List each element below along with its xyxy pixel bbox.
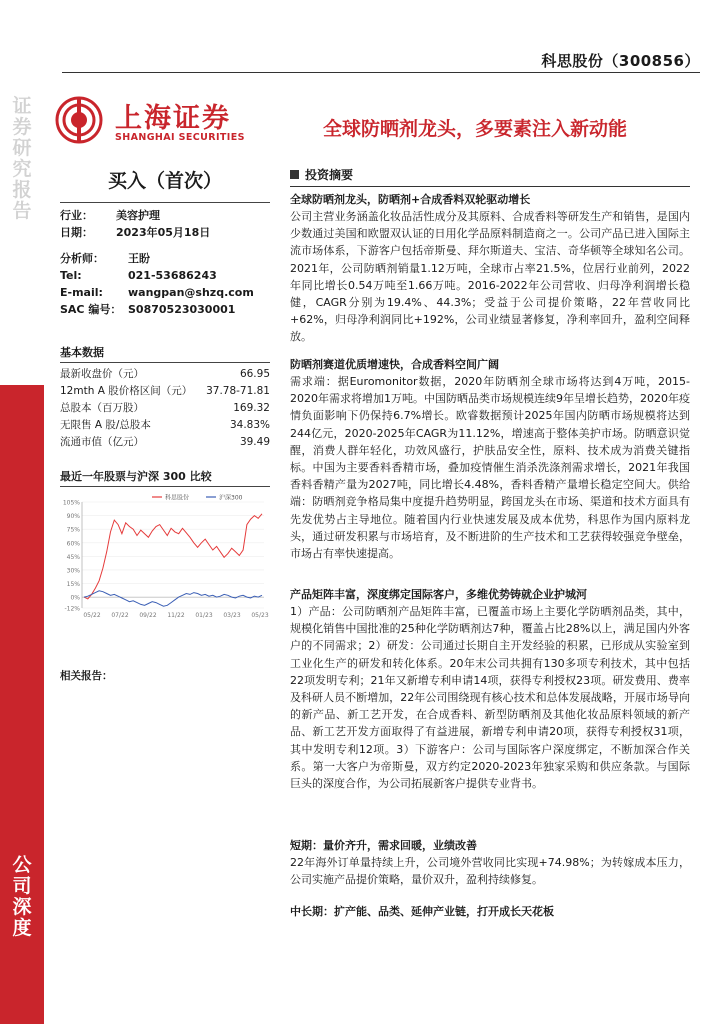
chart-legend-label: 科思股份 xyxy=(165,494,190,502)
chart-y-tick-label: 90% xyxy=(66,513,80,521)
info-row-date xyxy=(60,224,270,241)
analyst-row-name xyxy=(60,250,270,267)
section-head: 中长期：扩产能、品类、延伸产业链，打开成长天花板 xyxy=(290,905,554,918)
info-value: 美容护理 xyxy=(116,209,160,222)
analyst-value: S0870523030001 xyxy=(128,303,236,316)
chart-svg xyxy=(60,490,272,630)
sidebar-label-research-report: 证券研究报告 xyxy=(12,95,32,222)
section-1 xyxy=(290,192,690,346)
chart-x-tick-label: 01/23 xyxy=(195,612,213,619)
analyst-row-sac xyxy=(60,301,270,318)
analyst-key: Tel: xyxy=(60,269,82,282)
basic-data-value: 39.49 xyxy=(239,436,270,448)
basic-data-value: 169.32 xyxy=(233,402,270,414)
chart-title-block xyxy=(60,468,270,487)
basic-data-row xyxy=(60,366,270,383)
section-body: 需求端：据Euromonitor数据，2020年防晒剂全球市场将达到4万吨，2015-2020年需求将增加1万吨。中国防晒品类市场规模连续9年呈增长趋势，2020年疫情负面影响下仍保持6.7%增长。欧睿数据预计2025年国内防晒市场规模将达到244亿元，2020-2025年CAGR为11.12%，增速高于整体美护市场。防晒意识觉醒，消费人群年轻化，功效风盛行，护肤品安全性，原料、技术成为消费关键指标。中国为主要香料香精市场，叠加疫情催生消杀洗涤剂需求增长，2021年我国香料香精产量为2027吨，同比增长4.48%，香料香精产量增长稳定空间大。供给端：防晒剂竞争格局集中度提升趋势明显，跨国龙头在市场、渠道和技术方面具有先发优势占主导地位。随着国内行业快速发展及成本优势，科思作为国内原料龙头，通过研发积累与市场培育，及不断进阶的生产技术和工艺获得较强竞争壁垒，市场占有率快速提高。 xyxy=(290,375,690,561)
chart-y-tick-label: 30% xyxy=(66,567,80,575)
sidebar-red-strip xyxy=(0,385,44,1024)
section-2 xyxy=(290,357,690,562)
summary-title: 投资摘要 xyxy=(305,168,354,182)
analyst-row-email xyxy=(60,284,270,301)
analyst-value: 王盼 xyxy=(128,252,150,265)
stock-comparison-chart xyxy=(60,490,272,630)
basic-data-value: 66.95 xyxy=(239,368,270,380)
analyst-row-tel xyxy=(60,267,270,284)
header-divider xyxy=(62,72,700,73)
chart-y-tick-label: 0% xyxy=(70,594,80,602)
section-4 xyxy=(290,838,690,888)
basic-data-row xyxy=(60,383,270,400)
analyst-key: 分析师： xyxy=(60,252,104,265)
section-body: 22年海外订单量持续上升，公司境外营收同比实现+74.98%；为转嫁成本压力，公司实施产品提价策略，量价双升，盈利持续修复。 xyxy=(290,856,690,887)
basic-data-row xyxy=(60,400,270,417)
summary-header xyxy=(290,166,690,187)
section-head: 全球防晒剂龙头，防晒剂+合成香料双轮驱动增长 xyxy=(290,193,531,206)
broker-logo xyxy=(55,96,255,152)
logo-mark-icon xyxy=(55,96,103,144)
chart-title: 最近一年股票与沪深 300 比较 xyxy=(60,468,270,487)
basic-data-block xyxy=(60,344,270,451)
info-key: 日期： xyxy=(60,226,93,239)
chart-x-tick-label: 05/23 xyxy=(251,612,269,619)
related-reports-label: 相关报告： xyxy=(60,670,113,682)
section-head: 短期：量价齐升，需求回暖，业绩改善 xyxy=(290,839,477,852)
basic-data-key: 无限售 A 股/总股本 xyxy=(60,419,151,431)
chart-y-tick-label: 45% xyxy=(66,553,80,561)
chart-y-tick-label: 105% xyxy=(62,499,80,507)
sidebar-top-strip xyxy=(0,0,44,385)
analyst-key: SAC 编号： xyxy=(60,303,122,316)
basic-data-key: 12mth A 股价格区间（元） xyxy=(60,385,193,397)
analyst-key: E-mail: xyxy=(60,286,103,299)
section-3 xyxy=(290,587,690,792)
chart-x-tick-label: 09/22 xyxy=(139,612,157,619)
chart-y-tick-label: 60% xyxy=(66,540,80,548)
section-body: 1）产品：公司防晒剂产品矩阵丰富，已覆盖市场上主要化学防晒剂品类，其中，规模化销售中国批准的25种化学防晒剂达7种，覆盖占比28%以上，满足国内外客户的不同需求；2）研发：公司通过长期自主开发经验的积累，已形成从实验室到工业化生产的研发和转化体系。20年末公司共拥有130多项专利技术，其中包括22项发明专利；21年又新增专利申请14项，获得专利授权23项。研发费用、费率及科研人员不断增加，22年公司围绕现有核心技术和总体发展战略，开展市场导向的新产品、新工艺开发，在合成香料、新型防晒剂及其他化妆品原料领域的新产品、新工艺开发方面取得了有益进展，新增专利申请20项，获得专利授权31项，其中发明专利12项。3）下游客户：公司与国际客户深度绑定，不断加深合作关系。第一大客户为帝斯曼，双方约定2020-2023年独家采购和供应条款。与国际巨头的深度合作，为公司拓展新客户提供专业背书。 xyxy=(290,605,690,791)
info-row-industry xyxy=(60,207,270,224)
chart-y-tick-label: 15% xyxy=(66,581,80,589)
basic-data-title: 基本数据 xyxy=(60,344,270,363)
basic-data-value: 34.83% xyxy=(229,419,270,431)
section-head: 产品矩阵丰富，深度绑定国际客户，多维优势铸就企业护城河 xyxy=(290,588,587,601)
chart-y-tick-label: 75% xyxy=(66,526,80,534)
chart-y-tick-label: -12% xyxy=(64,605,80,613)
basic-data-key: 总股本（百万股） xyxy=(60,402,144,414)
info-key: 行业： xyxy=(60,209,93,222)
basic-data-key: 最新收盘价（元） xyxy=(60,368,144,380)
info-block xyxy=(60,202,270,241)
logo-text-cn: 上海证券 xyxy=(115,103,231,134)
analyst-block xyxy=(60,250,270,318)
basic-data-value: 37.78-71.81 xyxy=(206,385,270,397)
basic-data-row xyxy=(60,417,270,434)
chart-series-line-1 xyxy=(84,591,262,606)
chart-x-tick-label: 07/22 xyxy=(111,612,129,619)
rating: 买入（首次） xyxy=(107,170,222,192)
logo-text-en: SHANGHAI SECURITIES xyxy=(115,132,245,143)
basic-data-key: 流通市值（亿元） xyxy=(60,436,144,448)
section-head: 防晒剂赛道优质增速快，合成香料空间广阔 xyxy=(290,358,499,371)
basic-data-row xyxy=(60,434,270,451)
chart-x-tick-label: 05/22 xyxy=(83,612,101,619)
square-bullet-icon xyxy=(290,170,299,179)
sidebar-label-company-depth: 公司深度 xyxy=(12,854,32,939)
analyst-value: 021-53686243 xyxy=(128,269,217,282)
analyst-email-link[interactable]: wangpan@shzq.com xyxy=(128,286,254,299)
info-value: 2023年05月18日 xyxy=(116,226,211,239)
report-title: 全球防晒剂龙头，多要素注入新动能 xyxy=(322,118,627,140)
chart-legend-label: 沪深300 xyxy=(219,494,243,502)
chart-x-tick-label: 11/22 xyxy=(167,612,185,619)
chart-x-tick-label: 03/23 xyxy=(223,612,241,619)
section-5 xyxy=(290,904,690,920)
section-body: 公司主营业务涵盖化妆品活性成分及其原料、合成香料等研发生产和销售，是国内少数通过美国和欧盟双认证的日用化学品原料制造商之一。公司产品已进入国际主流市场体系，下游客户包括帝斯曼、拜尔斯道夫、宝洁、奇华顿等全球知名公司。2021年，公司防晒剂销量1.12万吨，全球市占率21.5%，位居行业前列，2022年同比增长0.54万吨至1.66万吨。2016-2022年公司营收、归母净利润增长稳健，CAGR分别为19.4%、44.3%；受益于公司提价策略，22年营收同比+62%，归母净利润同比+192%，公司业绩显著修复，净利率回升，盈利空间释放。 xyxy=(290,210,690,344)
company-code: 科思股份（300856） xyxy=(541,52,700,70)
